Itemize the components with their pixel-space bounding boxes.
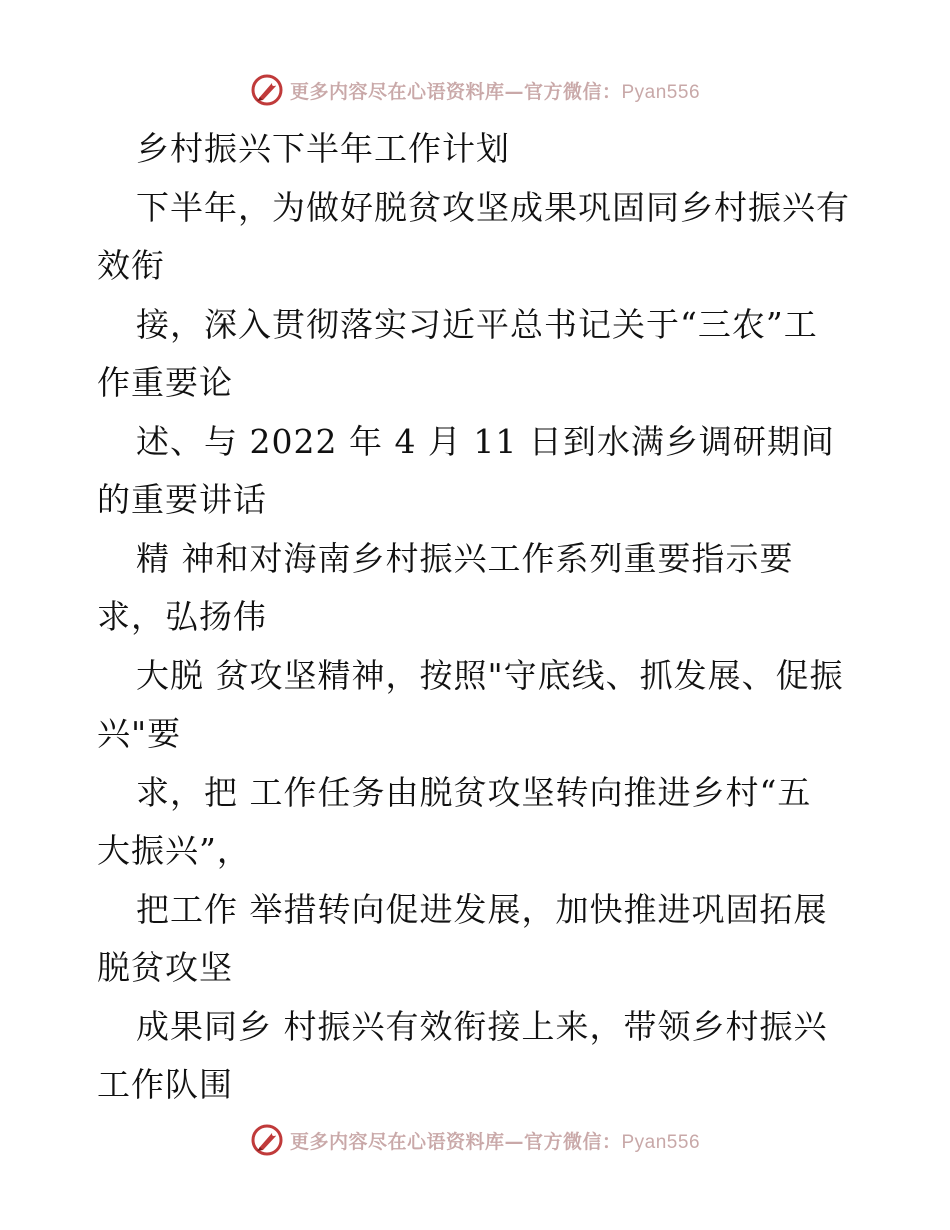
pen-logo-icon — [250, 73, 284, 107]
document-body — [97, 120, 857, 1115]
text-line: 下半年，为做好脱贫攻坚成果巩固同乡村振兴有 — [136, 187, 850, 227]
text-line: 把工作 举措转向促进发展，加快推进巩固拓展 — [136, 889, 828, 929]
text-line: 效衔 — [97, 246, 165, 285]
text-line: 求，弘扬伟 — [97, 597, 267, 636]
text-line: 成果同乡 村振兴有效衔接上来，带领乡村振兴 — [136, 1006, 828, 1046]
text-line: 述、与 2022 年 4 月 11 日到水满乡调研期间 — [136, 421, 835, 461]
text-line: 作重要论 — [97, 363, 233, 402]
text-line: 大振兴”， — [97, 831, 251, 870]
header-watermark — [0, 70, 950, 110]
watermark-text: 更多内容尽在心语资料库—官方微信：Pyan556 — [289, 80, 701, 103]
text-line: 的重要讲话 — [97, 480, 267, 519]
text-line: 脱贫攻坚 — [97, 948, 233, 987]
text-line: 大脱 贫攻坚精神，按照"守底线、抓发展、促振 — [136, 655, 844, 695]
text-line: 精 神和对海南乡村振兴工作系列重要指示要 — [136, 538, 794, 578]
watermark-text: 更多内容尽在心语资料库—官方微信：Pyan556 — [289, 1130, 701, 1153]
pen-logo-icon — [250, 1123, 284, 1157]
text-line: 工作队围 — [97, 1065, 233, 1104]
text-line: 接，深入贯彻落实习近平总书记关于“三农”工 — [136, 304, 818, 344]
document-title: 乡村振兴下半年工作计划 — [136, 129, 510, 168]
text-line: 求，把 工作任务由脱贫攻坚转向推进乡村“五 — [136, 772, 812, 812]
footer-watermark — [0, 1120, 950, 1160]
text-line: 兴"要 — [97, 714, 182, 753]
